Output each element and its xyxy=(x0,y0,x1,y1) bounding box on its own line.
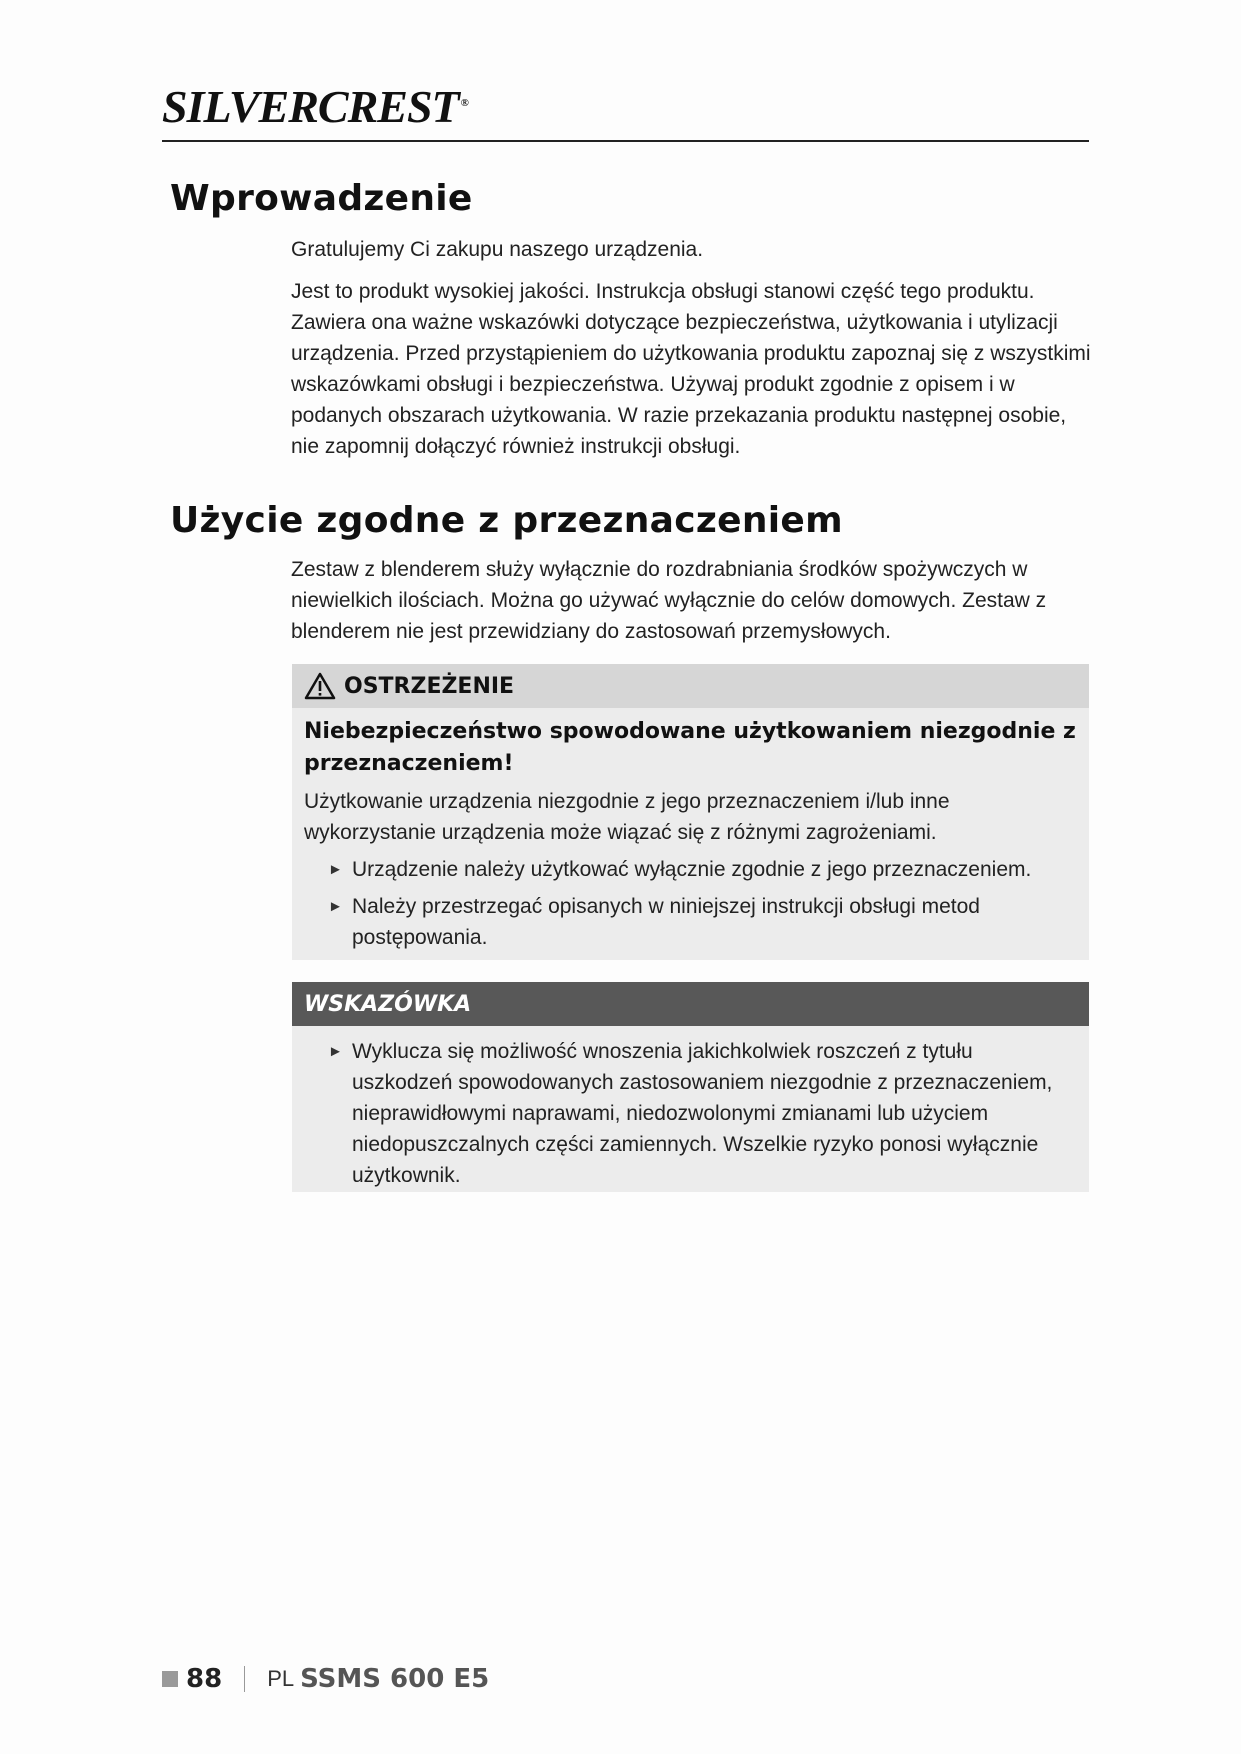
warning-triangle-icon xyxy=(304,672,336,700)
intended-use-heading: Użycie zgodne z przeznaczeniem xyxy=(170,500,843,541)
registered-mark: ® xyxy=(460,96,468,109)
arrow-right-icon: ► xyxy=(328,898,343,915)
arrow-right-icon: ► xyxy=(328,861,343,878)
footer-separator xyxy=(244,1666,245,1692)
list-item xyxy=(328,1036,1077,1191)
warning-box xyxy=(292,664,1089,960)
warning-label: OSTRZEŻENIE xyxy=(344,673,515,699)
warning-header xyxy=(292,664,1089,708)
note-box xyxy=(292,982,1089,1192)
bullet-text: Należy przestrzegać opisanych w niniejszej instrukcji obsługi metod postępowania. xyxy=(352,895,980,949)
intended-use-paragraph xyxy=(291,554,1091,647)
header-divider xyxy=(162,140,1089,142)
page-number: 88 xyxy=(186,1664,223,1694)
note-header xyxy=(292,982,1089,1026)
congrats-text: Gratulujemy Ci zakupu naszego urządzenia. xyxy=(291,238,704,261)
warning-title: Niebezpieczeństwo spowodowane użytkowaniem niezgodnie z przeznaczeniem! xyxy=(304,719,1076,776)
note-label: WSKAZÓWKA xyxy=(304,991,472,1017)
list-item xyxy=(328,891,1077,953)
warning-text: Użytkowanie urządzenia niezgodnie z jego przeznaczeniem i/lub inne wykorzystanie urządzenia może wiązać się z różnymi zagrożeniami. xyxy=(304,790,950,844)
arrow-right-icon: ► xyxy=(328,1043,343,1060)
list-item xyxy=(328,854,1077,885)
intro-congrats xyxy=(291,234,1091,265)
logo-text: SILVERCREST xyxy=(162,81,459,132)
warning-bullets xyxy=(304,854,1077,953)
intro-text: Jest to produkt wysokiej jakości. Instrukcja obsługi stanowi część tego produktu. Zawiera ona ważne wskazówki dotyczące bezpieczeństwa, użytkowania i utylizacji urządzenia. Przed przystąpieniem do użytkowania produktu zapoznaj się z wszystkimi wskazówkami obsługi i bezpieczeństwa. Używaj produkt zgodnie z opisem i w podanych obszarach użytkowania. W razie przekazania produktu następnej osobie, nie zapomnij dołączyć również instrukcji obsługi. xyxy=(291,280,1091,458)
language-code: PL xyxy=(267,1666,295,1691)
page-footer xyxy=(162,1664,489,1694)
note-bullets xyxy=(304,1036,1077,1191)
intro-heading: Wprowadzenie xyxy=(170,178,473,219)
bullet-text: Wyklucza się możliwość wnoszenia jakichkolwiek roszczeń z tytułu uszkodzeń spowodowanych zastosowaniem niezgodnie z przeznaczeniem, nieprawidłowymi naprawami, niedozwolonymi zmianami lub użyciem niedopuszczalnych części zamiennych. Wszelkie ryzyko ponosi wyłącznie użytkownik. xyxy=(352,1040,1053,1187)
intended-use-text: Zestaw z blenderem służy wyłącznie do rozdrabniania środków spożywczych w niewielkich ilościach. Można go używać wyłącznie do celów domowych. Zestaw z blenderem nie jest przewidziany do zastosowań przemysłowych. xyxy=(291,558,1047,643)
square-marker-icon xyxy=(162,1671,178,1687)
model-name: SSMS 600 E5 xyxy=(300,1664,490,1694)
brand-logo xyxy=(162,80,468,133)
bullet-text: Urządzenie należy użytkować wyłącznie zgodnie z jego przeznaczeniem. xyxy=(352,858,1032,881)
intro-paragraph xyxy=(291,276,1091,462)
